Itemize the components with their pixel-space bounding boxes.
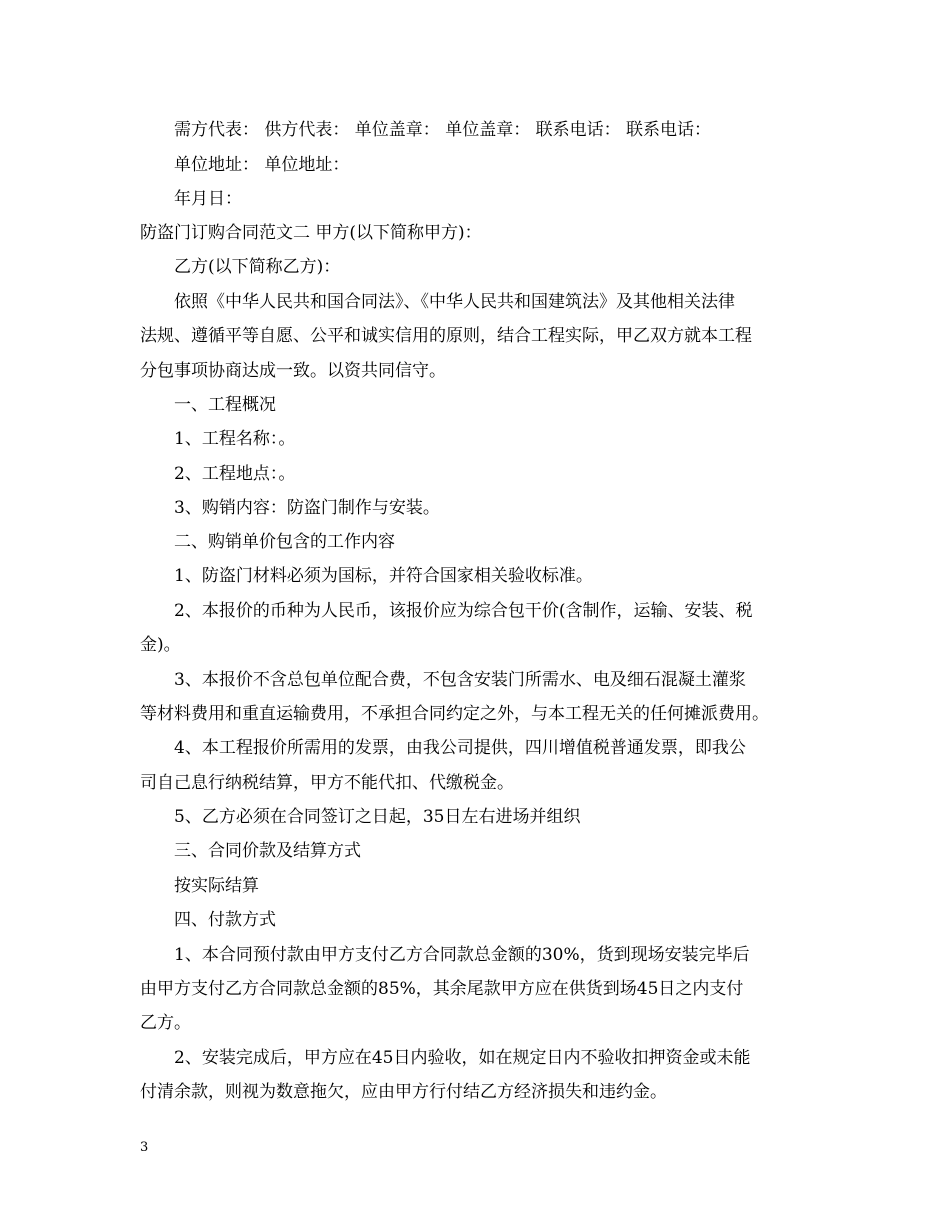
text-line: 1、本合同预付款由甲方支付乙方合同款总金额的30%，货到现场安装完毕后 bbox=[174, 945, 750, 965]
text-line: 1、防盗门材料必须为国标，并符合国家相关验收标准。 bbox=[174, 566, 593, 586]
text-line: 年月日： bbox=[174, 189, 242, 209]
text-line: 乙方。 bbox=[140, 1013, 191, 1033]
text-line: 司自己息行纳税结算，甲方不能代扣、代缴税金。 bbox=[140, 773, 514, 793]
text-line: 付清余款，则视为数意拖欠，应由甲方行付结乙方经济损失和违约金。 bbox=[140, 1082, 667, 1102]
text-line: 2、工程地点：。 bbox=[174, 464, 296, 484]
section-heading: 四、付款方式 bbox=[174, 910, 276, 930]
text-line: 法规、遵循平等自愿、公平和诚实信用的原则，结合工程实际，甲乙双方就本工程 bbox=[140, 326, 752, 346]
text-line: 需方代表： 供方代表： 单位盖章： 单位盖章： 联系电话： 联系电话： bbox=[174, 120, 712, 140]
text-line: 乙方(以下简称乙方)： bbox=[174, 257, 341, 277]
text-line: 单位地址： 单位地址： bbox=[174, 155, 350, 175]
text-line: 4、本工程报价所需用的发票，由我公司提供，四川增值税普通发票，即我公 bbox=[174, 738, 746, 758]
text-line: 按实际结算 bbox=[174, 876, 259, 896]
page-number: 3 bbox=[140, 1140, 149, 1155]
text-line: 依照《中华人民共和国合同法》、《中华人民共和国建筑法》及其他相关法律 bbox=[174, 292, 735, 312]
text-line: 3、本报价不含总包单位配合费，不包含安装门所需水、电及细石混凝土灌浆 bbox=[174, 670, 746, 690]
text-line: 由甲方支付乙方合同款总金额的85%，其余尾款甲方应在供货到场45日之内支付 bbox=[140, 979, 744, 999]
text-line: 金)。 bbox=[140, 635, 181, 655]
section-heading: 三、合同价款及结算方式 bbox=[174, 841, 361, 861]
text-line: 5、乙方必须在合同签订之日起，35日左右进场并组织 bbox=[174, 807, 581, 827]
section-heading: 二、购销单价包含的工作内容 bbox=[174, 532, 395, 552]
text-line: 3、购销内容：防盗门制作与安装。 bbox=[174, 498, 440, 518]
text-line: 2、本报价的币种为人民币，该报价应为综合包干价(含制作，运输、安装、税 bbox=[174, 601, 753, 621]
section-heading: 一、工程概况 bbox=[174, 395, 276, 415]
text-line: 等材料费用和重直运输费用，不承担合同约定之外，与本工程无关的任何摊派费用。 bbox=[140, 704, 769, 724]
text-line: 1、工程名称：。 bbox=[174, 429, 296, 449]
section-title: 防盗门订购合同范文二 甲方(以下简称甲方)： bbox=[140, 223, 482, 243]
text-line: 2、安装完成后，甲方应在45日内验收，如在规定日内不验收扣押资金或未能 bbox=[174, 1048, 751, 1068]
text-line: 分包事项协商达成一致。以资共同信守。 bbox=[140, 361, 446, 381]
